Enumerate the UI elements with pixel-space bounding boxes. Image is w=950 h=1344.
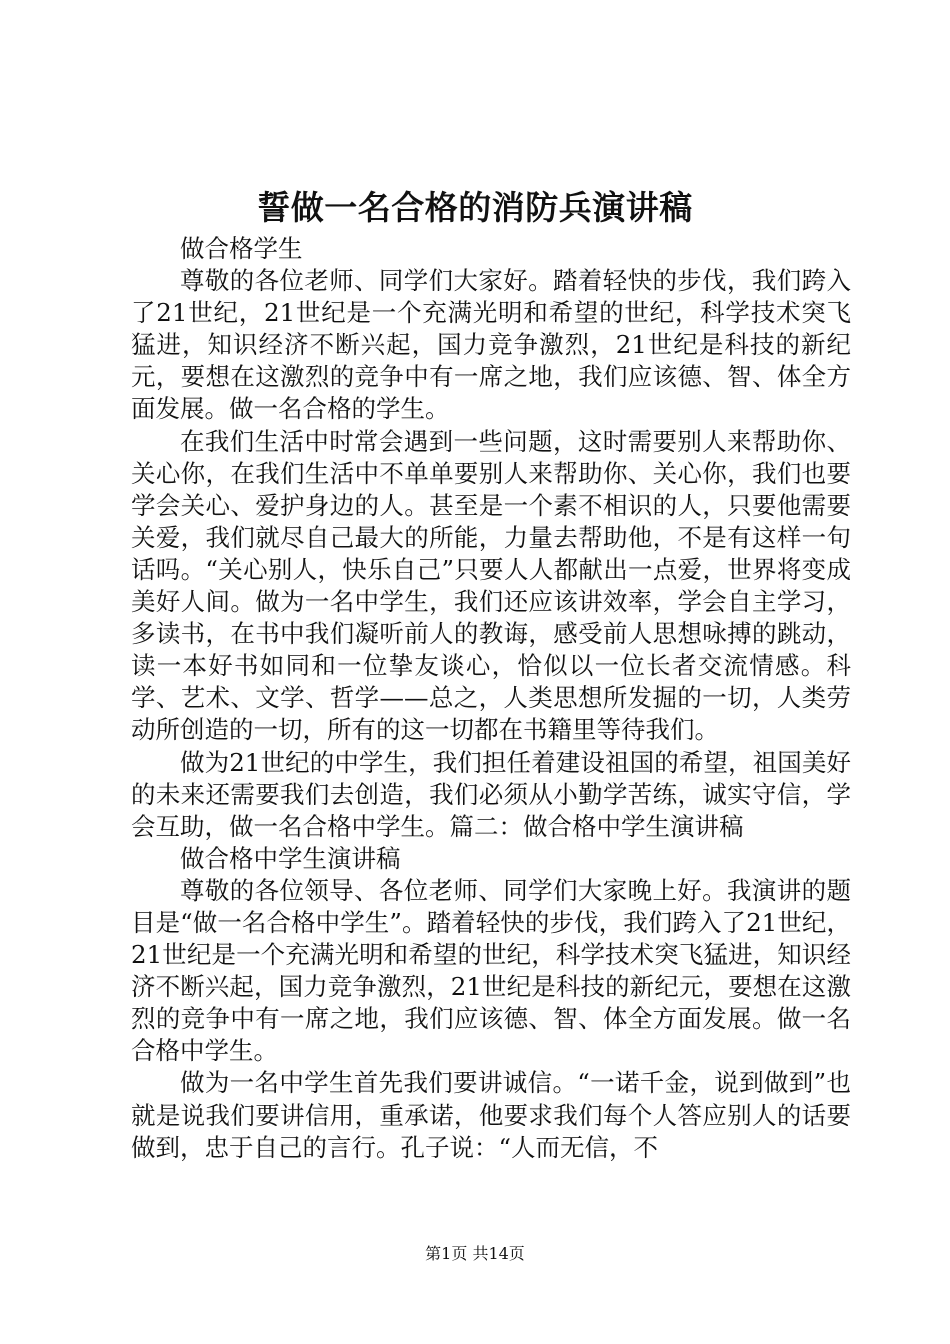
page-footer: 第1页 共14页 (425, 1244, 525, 1263)
document-title: 誓做一名合格的消防兵演讲稿 (257, 188, 693, 227)
paragraph: 尊敬的各位老师、同学们大家好。踏着轻快的步伐，我们跨入了21世纪，21世纪是一个充满光明和希望的世纪，科学技术突飞猛进，知识经济不断兴起，国力竞争激烈，21世纪是科技的新纪元，要想在这激烈的竞争中有一席之地，我们应该德、智、体全方面发展。做一名合格的学生。 (131, 266, 851, 424)
document-body (131, 233, 851, 1164)
paragraph: 尊敬的各位领导、各位老师、同学们大家晚上好。我演讲的题目是“做一名合格中学生”。踏着轻快的步伐，我们跨入了21世纪，21世纪是一个充满光明和希望的世纪，科学技术突飞猛进，知识经济不断兴起，国力竞争激烈，21世纪是科技的新纪元，要想在这激烈的竞争中有一席之地，我们应该德、智、体全方面发展。做一名合格中学生。 (131, 875, 851, 1066)
paragraph: 在我们生活中时常会遇到一些问题，这时需要别人来帮助你、关心你，在我们生活中不单单要别人来帮助你、关心你，我们也要学会关心、爱护身边的人。甚至是一个素不相识的人，只要他需要关爱，我们就尽自己最大的所能，力量去帮助他，不是有这样一句话吗。“关心别人，快乐自己”只要人人都献出一点爱，世界将变成美好人间。做为一名中学生，我们还应该讲效率，学会自主学习，多读书，在书中我们凝听前人的教诲，感受前人思想咏搏的跳动，读一本好书如同和一位挚友谈心，恰似以一位长者交流情感。科学、艺术、文学、哲学——总之，人类思想所发掘的一切，人类劳动所创造的一切，所有的这一切都在书籍里等待我们。 (131, 426, 851, 745)
paragraph: 做合格中学生演讲稿 (180, 843, 401, 873)
paragraph: 做为一名中学生首先我们要讲诚信。“一诺千金，说到做到”也就是说我们要讲信用，重承诺，他要求我们每个人答应别人的话要做到，忠于自己的言行。孔子说：“人而无信，不 (131, 1068, 851, 1162)
paragraph: 做合格学生 (180, 234, 303, 263)
paragraph: 做为21世纪的中学生，我们担任着建设祖国的希望，祖国美好的未来还需要我们去创造，我们必须从小勤学苦练，诚实守信，学会互助，做一名合格中学生。篇二：做合格中学生演讲稿 (131, 747, 851, 841)
